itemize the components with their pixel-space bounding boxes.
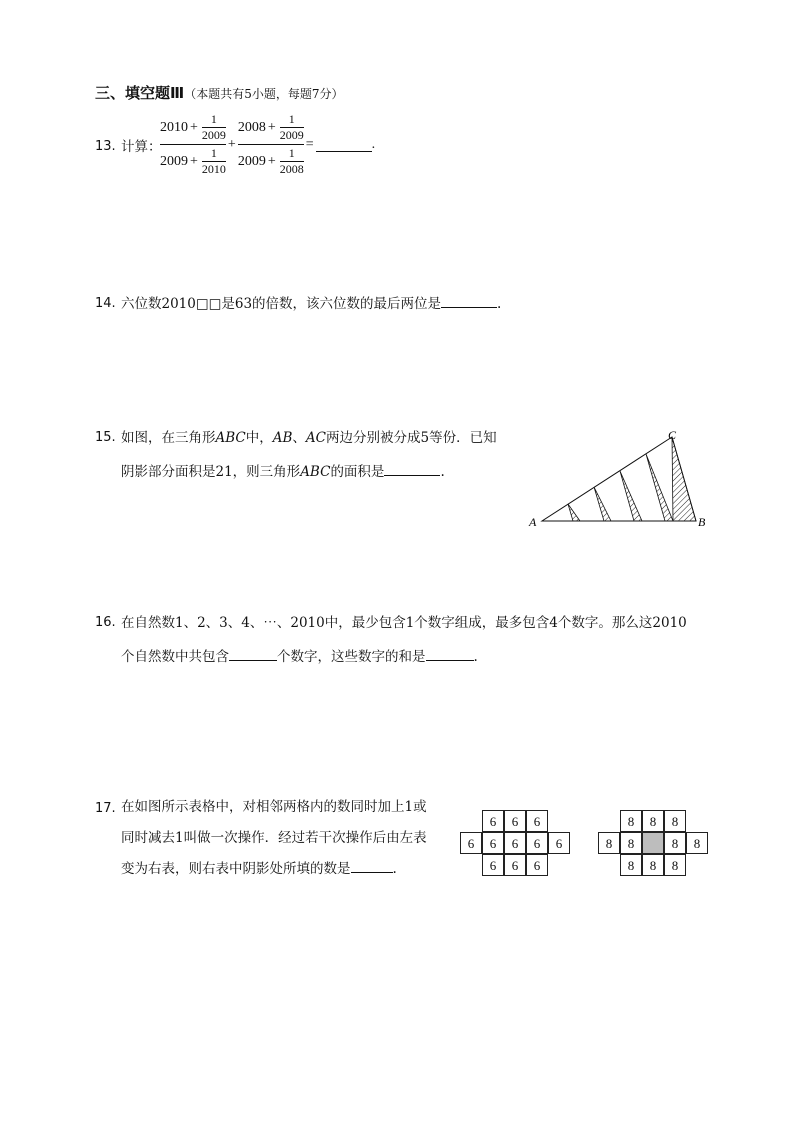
question-16-number: 16. bbox=[95, 615, 116, 630]
right-grid-cell: 8 bbox=[642, 810, 664, 832]
f2-den-fn: 1 bbox=[288, 146, 295, 160]
left-grid-cell: 6 bbox=[504, 854, 526, 876]
left-grid-cell: 6 bbox=[460, 832, 482, 854]
equals-sign: = bbox=[305, 136, 314, 152]
f1-num-fn: 1 bbox=[210, 112, 217, 126]
right-grid-cell: 8 bbox=[686, 832, 708, 854]
q15-l1b: 中， bbox=[245, 430, 273, 446]
right-grid-cell: 8 bbox=[664, 810, 686, 832]
left-grid-cell: 6 bbox=[504, 832, 526, 854]
q16-line1: 在自然数1、2、3、4、⋯、2010中，最少包含1个数字组成，最多包含4个数字。那么这2010 bbox=[121, 615, 687, 631]
answer-blank-15[interactable] bbox=[384, 461, 440, 476]
section-title bbox=[95, 82, 343, 103]
f2-num-int: 2008 bbox=[237, 119, 266, 135]
q15-l2a: 阴影部分面积是21，则三角形 bbox=[121, 464, 301, 480]
right-grid bbox=[597, 810, 715, 878]
left-grid-cell: 6 bbox=[548, 832, 570, 854]
q16-l2b: 个数字，这些数字的和是 bbox=[277, 649, 426, 665]
f1-num-fd: 2009 bbox=[201, 128, 226, 142]
q15-abc: ABC bbox=[215, 430, 246, 446]
q14-end: . bbox=[497, 296, 502, 312]
f1-den-fn: 1 bbox=[210, 146, 217, 160]
q17-end: . bbox=[392, 861, 397, 877]
right-grid-cell: 8 bbox=[642, 854, 664, 876]
triangle-figure bbox=[525, 425, 715, 535]
question-15-text bbox=[121, 421, 541, 489]
answer-blank-14[interactable] bbox=[441, 293, 497, 308]
left-grid-cell: 6 bbox=[526, 810, 548, 832]
left-grid-cell: 6 bbox=[526, 832, 548, 854]
question-16-text bbox=[121, 606, 731, 674]
question-14-number: 14. bbox=[95, 296, 116, 311]
q17-line1: 在如图所示表格中，对相邻两格内的数同时加上1或 bbox=[121, 799, 427, 815]
vertex-a: A bbox=[529, 515, 537, 529]
f2-den-int: 2009 bbox=[237, 153, 266, 169]
q15-end: . bbox=[440, 464, 445, 480]
f2-den-fd: 2008 bbox=[279, 162, 304, 176]
section-title-text: 三、填空题Ⅲ bbox=[95, 84, 185, 102]
plus-sign: + bbox=[227, 136, 236, 152]
q16-l2a: 个自然数中共包含 bbox=[121, 649, 229, 665]
shaded-triangle-4 bbox=[646, 454, 673, 521]
q17-line2: 同时减去1叫做一次操作．经过若干次操作后由左表 bbox=[121, 830, 427, 846]
left-grid-cell: 6 bbox=[482, 832, 504, 854]
right-grid-cell: 8 bbox=[620, 810, 642, 832]
question-17-text bbox=[121, 792, 461, 885]
left-grid-cell: 6 bbox=[526, 854, 548, 876]
answer-blank-13[interactable] bbox=[316, 137, 372, 152]
shaded-triangle-1 bbox=[568, 504, 580, 521]
q15-abc-2: ABC bbox=[300, 464, 331, 480]
right-grid-cell: 8 bbox=[620, 832, 642, 854]
q14-text: 六位数2010□□是63的倍数，该六位数的最后两位是 bbox=[121, 296, 442, 312]
right-grid-cell: 8 bbox=[620, 854, 642, 876]
shaded-triangles bbox=[568, 437, 696, 521]
question-13-number: 13. bbox=[95, 139, 116, 154]
q15-sep: 、 bbox=[292, 430, 306, 446]
shaded-triangle-3 bbox=[620, 471, 642, 521]
q16-end: . bbox=[473, 649, 478, 665]
f1-den-int: 2009 bbox=[160, 153, 188, 169]
question-14-text bbox=[121, 287, 501, 321]
f2-num-fn: 1 bbox=[288, 112, 295, 126]
q15-l1c: 两边分别被分成5等份．已知 bbox=[326, 430, 497, 446]
shaded-cell bbox=[642, 832, 664, 854]
left-grid-cell: 6 bbox=[482, 810, 504, 832]
f2-num-fd: 2009 bbox=[279, 128, 304, 142]
q15-ac: AC bbox=[305, 430, 327, 446]
question-17-number: 17. bbox=[95, 801, 116, 816]
left-grid bbox=[459, 810, 577, 878]
q15-l1a: 如图，在三角形 bbox=[121, 430, 216, 446]
left-grid-cell: 6 bbox=[504, 810, 526, 832]
question-13-label: 计算： bbox=[121, 139, 162, 155]
right-grid-cell: 8 bbox=[664, 832, 686, 854]
question-13-expression bbox=[160, 112, 375, 177]
section-note: （本题共有5小题，每题7分） bbox=[184, 87, 344, 101]
q17-l3: 变为右表，则右表中阴影处所填的数是 bbox=[121, 861, 351, 877]
question-15-number: 15. bbox=[95, 430, 116, 445]
q13-end: . bbox=[371, 136, 376, 152]
q15-l2b: 的面积是 bbox=[330, 464, 385, 480]
answer-blank-16a[interactable] bbox=[229, 646, 277, 661]
q15-ab: AB bbox=[272, 430, 293, 446]
shaded-triangle-2 bbox=[594, 487, 611, 521]
vertex-b: B bbox=[698, 515, 706, 529]
left-grid-cell: 6 bbox=[482, 854, 504, 876]
right-grid-cell: 8 bbox=[664, 854, 686, 876]
right-grid-cell: 8 bbox=[598, 832, 620, 854]
fraction-2: 2008 + 1 2009 2009 + 1 2008 bbox=[237, 112, 304, 176]
f1-num-int: 2010 bbox=[160, 119, 188, 135]
answer-blank-16b[interactable] bbox=[426, 646, 474, 661]
fraction-1: 2010 + 1 2009 2009 + 1 2010 bbox=[160, 112, 226, 176]
vertex-c: C bbox=[668, 428, 677, 442]
f1-den-fd: 2010 bbox=[201, 162, 226, 176]
answer-blank-17[interactable] bbox=[351, 858, 393, 873]
